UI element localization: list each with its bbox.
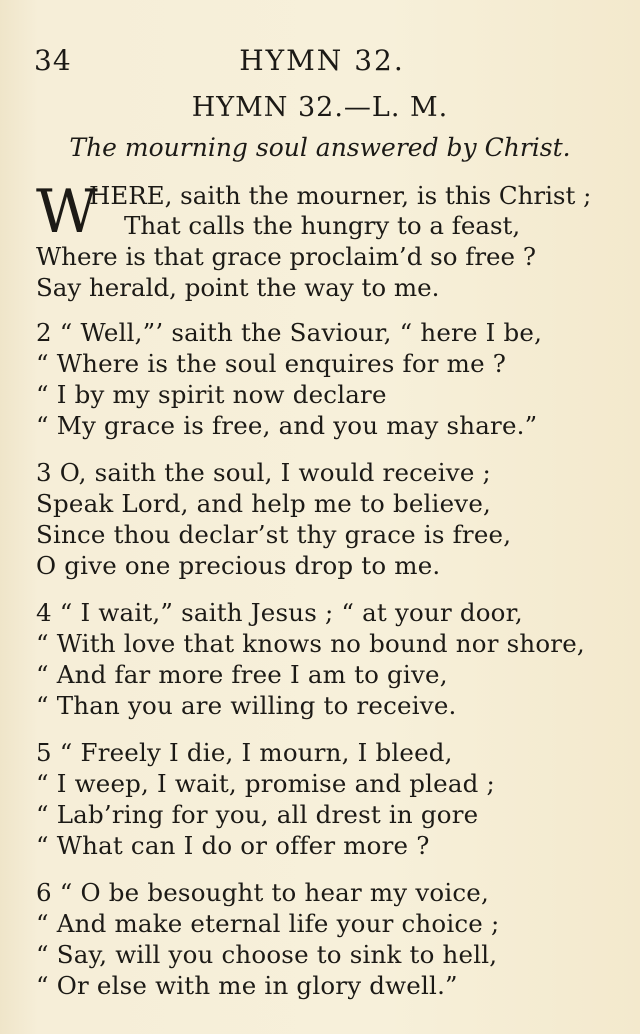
stanza-line: HERE, saith the mourner, is this Christ ;	[89, 181, 592, 210]
stanza-line: Where is that grace proclaim’d so free ?	[36, 242, 536, 271]
stanza-line: “ Say, will you choose to sink to hell,	[36, 940, 498, 969]
hymn-title: HYMN 32.—L. M.	[191, 92, 449, 123]
stanza-4	[36, 597, 616, 721]
stanza-line: “ I by my spirit now declare	[36, 380, 387, 409]
stanza-line: “ Or else with me in glory dwell.”	[36, 971, 458, 1000]
page-number: 34	[34, 44, 72, 77]
stanza-5	[36, 737, 616, 861]
stanza-2	[36, 317, 616, 441]
stanza-line: 2 “ Well,”’ saith the Saviour, “ here I be,	[36, 318, 543, 347]
stanza-line: 3 O, saith the soul, I would receive ;	[36, 458, 491, 487]
stanza-line: Say herald, point the way to me.	[36, 273, 440, 302]
stanza-line: Speak Lord, and help me to believe,	[36, 489, 492, 518]
stanza-line: “ Where is the soul enquires for me ?	[36, 349, 507, 378]
stanza-6	[36, 877, 616, 1001]
stanza-line: 6 “ O be besought to hear my voice,	[36, 878, 489, 907]
stanza-line: 5 “ Freely I die, I mourn, I bleed,	[36, 738, 453, 767]
stanza-line: Since thou declar’st thy grace is free,	[36, 520, 512, 549]
stanza-line: “ Than you are willing to receive.	[36, 691, 457, 720]
stanza-line: O give one precious drop to me.	[36, 551, 441, 580]
running-title: HYMN 32.	[239, 44, 405, 77]
stanza-line: “ And far more free I am to give,	[36, 660, 448, 689]
drop-cap: W	[36, 177, 98, 247]
running-head	[34, 44, 610, 80]
stanza-line: “ What can I do or offer more ?	[36, 831, 430, 860]
stanza-line: “ With love that knows no bound nor shore,	[36, 629, 585, 658]
stanza-line: 4 “ I wait,” saith Jesus ; “ at your door,	[36, 598, 523, 627]
stanza-line: “ My grace is free, and you may share.”	[36, 411, 538, 440]
stanza-line: “ Lab’ring for you, all drest in gore	[36, 800, 479, 829]
stanza-line: That calls the hungry to a feast,	[124, 211, 521, 240]
stanza-line: “ And make eternal life your choice ;	[36, 909, 500, 938]
stanza-3	[36, 457, 616, 581]
hymn-subtitle: The mourning soul answered by Christ.	[69, 133, 571, 162]
stanza-line: “ I weep, I wait, promise and plead ;	[36, 769, 495, 798]
